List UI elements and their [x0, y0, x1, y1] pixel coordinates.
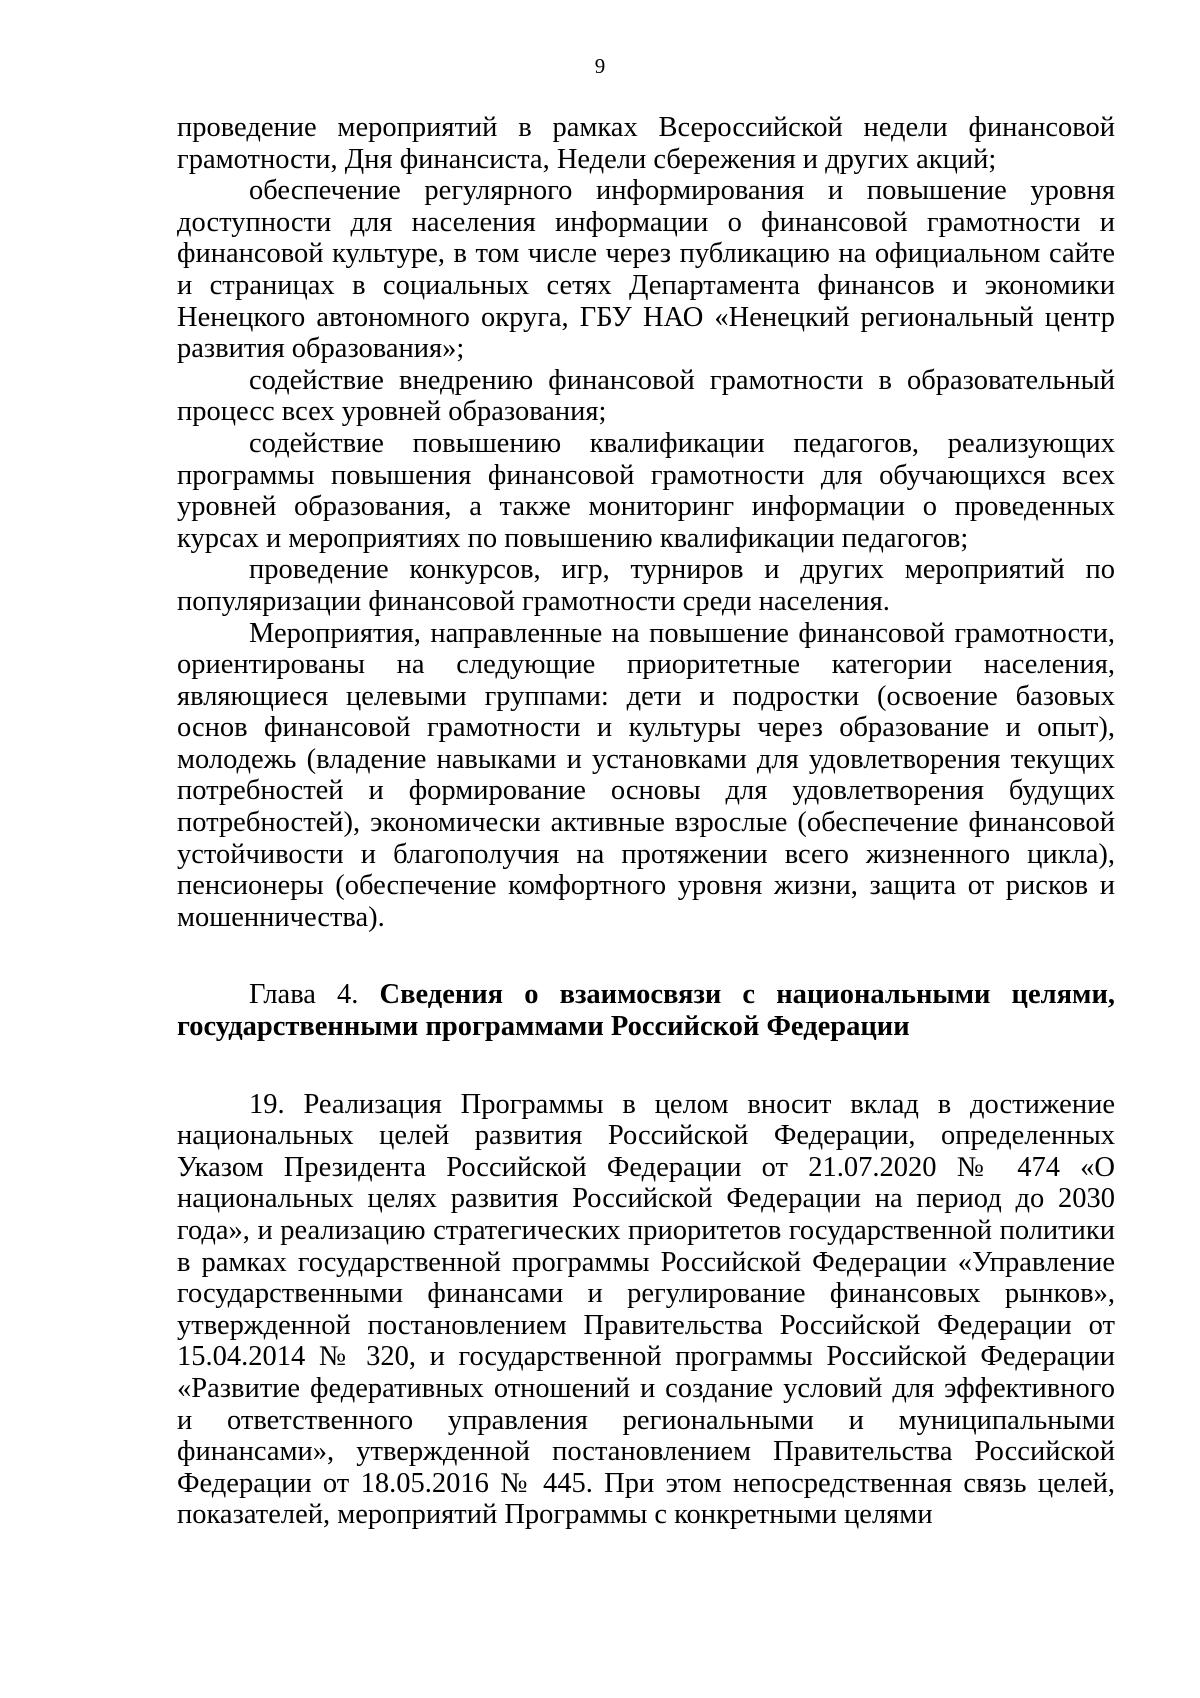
paragraph: Мероприятия, направленные на повышение финансовой грамотности, ориентированы на следующие приоритетные категории населения, являющиеся целевыми группами: дети и подростки (освоение базовых основ финансовой грамотности и культуры через образование и опыт), молодежь (владение навыками и установками для удовлетворения текущих потребностей и формирование основы для удовлетворения будущих потребностей), экономически активные взрослые (обеспечение финансовой устойчивости и благополучия на протяжении всего жизненного цикла), пенсионеры (обеспечение комфортного уровня жизни, защита от рисков и мошенничества).	[177, 617, 1115, 933]
paragraph: содействие повышению квалификации педагогов, реализующих программы повышения финансовой грамотности для обучающихся всех уровней образования, а также мониторинг информации о проведенных курсах и мероприятиях по повышению квалификации педагогов;	[177, 427, 1115, 554]
chapter-title: Сведения о взаимосвязи с национальными целями, государственными программами Российской Федерации	[177, 979, 1115, 1043]
paragraph-19: 19. Реализация Программы в целом вносит вклад в достижение национальных целей развития Российской Федерации, определенных Указом Президента Российской Федерации от 21.07.2020 № 474 «О национальных целях развития Российской Федерации на период до 2030 года», и реализацию стратегических приоритетов государственной политики в рамках государственной программы Российской Федерации «Управление государственными финансами и регулирование финансовых рынков», утвержденной постановлением Правительства Российской Федерации от 15.04.2014 № 320, и государственной программы Российской Федерации «Развитие федеративных отношений и создание условий для эффективного и ответственного управления региональными и муниципальными финансами», утвержденной постановлением Правительства Российской Федерации от 18.05.2016 № 445. При этом непосредственная связь целей, показателей, мероприятий Программы с конкретными целями	[177, 1088, 1115, 1531]
paragraph: проведение конкурсов, игр, турниров и других мероприятий по популяризации финансовой грамотности среди населения.	[177, 554, 1115, 617]
page-number: 9	[594, 54, 606, 78]
chapter-label: Глава 4.	[249, 979, 359, 1011]
document-body	[177, 112, 1115, 1531]
paragraph: проведение мероприятий в рамках Всероссийской недели финансовой грамотности, Дня финансиста, Недели сбережения и других акций;	[177, 112, 1115, 175]
chapter-heading	[177, 979, 1115, 1042]
paragraph: обеспечение регулярного информирования и повышение уровня доступности для населения информации о финансовой грамотности и финансовой культуре, в том числе через публикацию на официальном сайте и страницах в социальных сетях Департамента финансов и экономики Ненецкого автономного округа, ГБУ НАО «Ненецкий региональный центр развития образования»;	[177, 175, 1115, 365]
paragraph: содействие внедрению финансовой грамотности в образовательный процесс всех уровней образования;	[177, 364, 1115, 428]
